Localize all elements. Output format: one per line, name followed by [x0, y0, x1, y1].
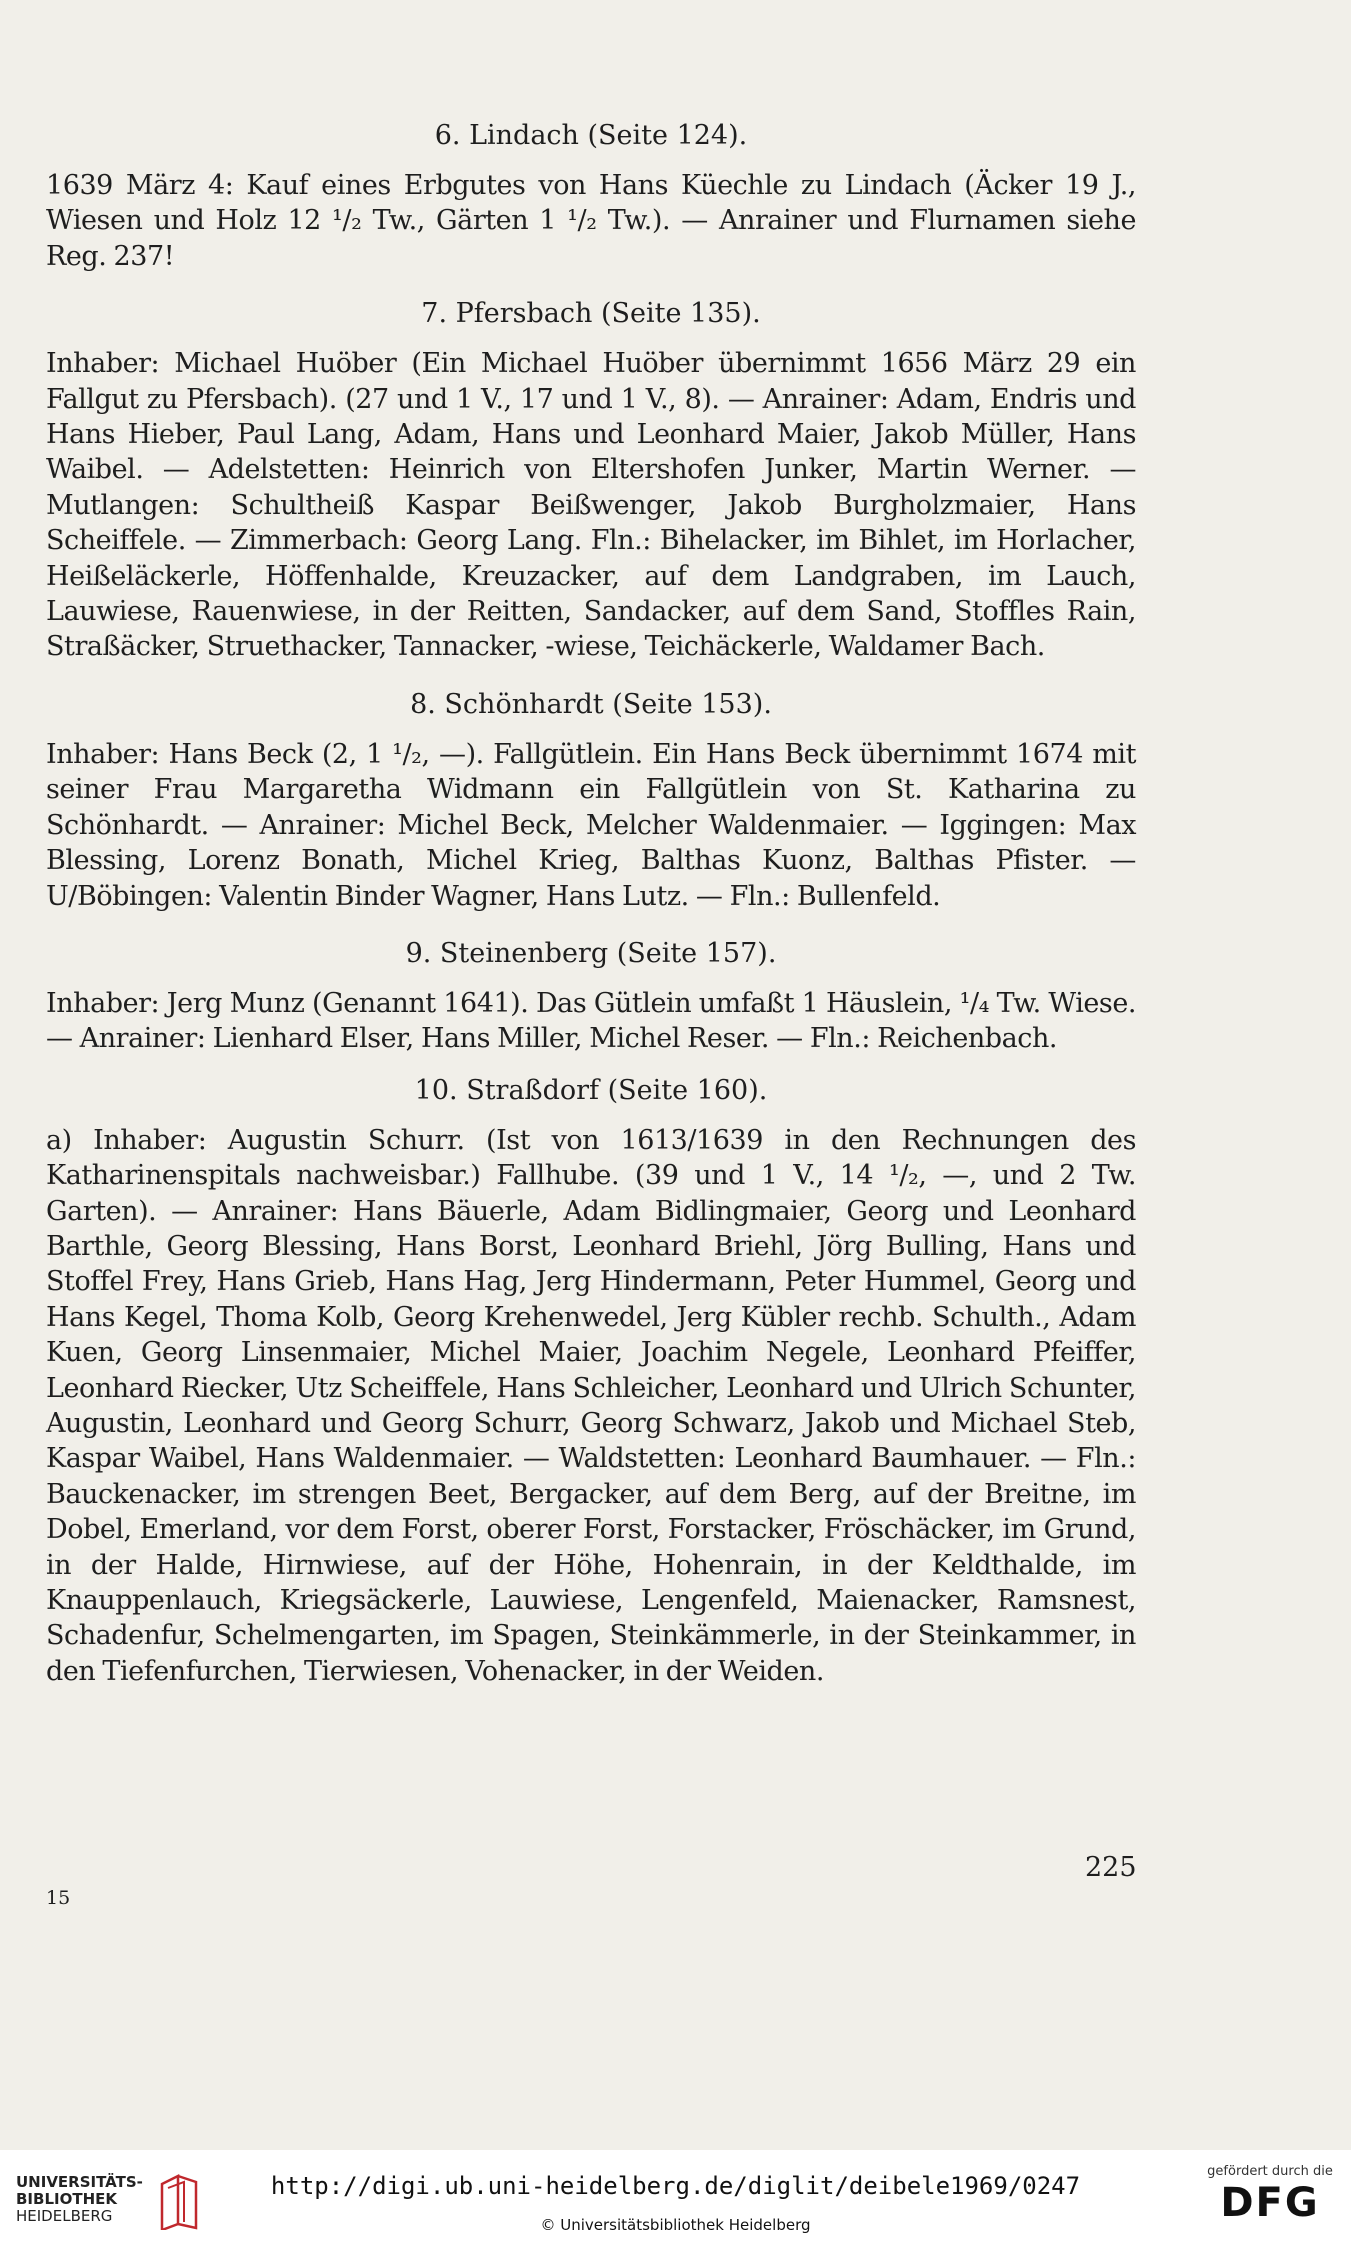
section-text-pfersbach: Inhaber: Michael Huöber (Ein Michael Huöber übernimmt 1656 März 29 ein Fallgut zu Pfersbach). (27 und 1 V., 17 und 1 V., 8). — Anrainer: Adam, Endris und Hans Hieber, Paul Lang, Adam, Hans und Leonhard Maier, Jakob Müller, Hans Waibel. — Adelstetten: Heinrich von Eltershofen Junker, Martin Werner. — Mutlangen: Schultheiß Kaspar Beißwenger, Jakob Burgholzmaier, Hans Scheiffele. — Zimmerbach: Georg Lang. Fln.: Bihelacker, im Bihlet, im Horlacher, Heißeläckerle, Höffenhalde, Kreuzacker, auf dem Landgraben, im Lauch, Lauwiese, Rauenwiese, in der Reitten, Sandacker, auf dem Sand, Stoffles Rain, Straßäcker, Struethacker, Tannacker, -wiese, Teichäckerle, Waldamer Bach.	[46, 348, 1136, 663]
dfg-mark: DFG	[1220, 2180, 1320, 2226]
page-number: 225	[1085, 1852, 1137, 1883]
section-heading-steinenberg: 9. Steinenberg (Seite 157).	[405, 937, 777, 969]
permalink-url[interactable]: http://digi.ub.uni-heidelberg.de/diglit/deibele1969/0247	[270, 2172, 1081, 2200]
section-text-schoenhardt: Inhaber: Hans Beck (2, 1 ¹/₂, —). Fallgütlein. Ein Hans Beck übernimmt 1674 mit seiner Frau Margaretha Widmann ein Fallgütlein von St. Katharina zu Schönhardt. — Anrainer: Michel Beck, Melcher Waldenmaier. — Iggingen: Max Blessing, Lorenz Bonath, Michel Krieg, Balthas Kuonz, Balthas Pfister. — U/Böbingen: Valentin Binder Wagner, Hans Lutz. — Fln.: Bullenfeld.	[46, 738, 1136, 912]
section-text-strassdorf: a) Inhaber: Augustin Schurr. (Ist von 1613/1639 in den Rechnungen des Katharinenspitals nachweisbar.) Fallhube. (39 und 1 V., 14 ¹/₂, —, und 2 Tw. Garten). — Anrainer: Hans Bäuerle, Adam Bidlingmaier, Georg und Leonhard Barthle, Georg Blessing, Hans Borst, Leonhard Briehl, Jörg Bulling, Hans und Stoffel Frey, Hans Grieb, Hans Hag, Jerg Hindermann, Peter Hummel, Georg und Hans Kegel, Thoma Kolb, Georg Krehenwedel, Jerg Kübler rechb. Schulth., Adam Kuen, Georg Linsenmaier, Michel Maier, Joachim Negele, Leonhard Pfeiffer, Leonhard Riecker, Utz Scheiffele, Hans Schleicher, Leonhard und Ulrich Schunter, Augustin, Leonhard und Georg Schurr, Georg Schwarz, Jakob und Michael Steb, Kaspar Waibel, Hans Waldenmaier. — Waldstetten: Leonhard Baumhauer. — Fln.: Bauckenacker, im strengen Beet, Bergacker, auf dem Berg, auf der Breitne, im Dobel, Emerland, vor dem Forst, oberer Forst, Forstacker, Fröschäcker, im Grund, in der Halde, Hirnwiese, auf der Höhe, Hohenrain, in der Keldthalde, im Knauppenlauch, Kriegsäckerle, Lauwiese, Lengenfeld, Maienacker, Ramsnest, Schadenfur, Schelmengarten, im Spagen, Steinkämmerle, in der Steinkammer, in den Tiefenfurchen, Tierwiesen, Vohenacker, in der Weiden.	[46, 1124, 1136, 1687]
section-text-lindach: 1639 März 4: Kauf eines Erbgutes von Hans Küechle zu Lindach (Äcker 19 J., Wiesen und Holz 12 ¹/₂ Tw., Gärten 1 ¹/₂ Tw.). — Anrainer und Flurnamen siehe Reg. 237!	[46, 170, 1136, 272]
section-heading-lindach: 6. Lindach (Seite 124).	[434, 120, 748, 151]
library-line2: BIBLIOTHEK	[16, 2190, 117, 2208]
signature-mark: 15	[46, 1887, 71, 1909]
section-heading-schoenhardt: 8. Schönhardt (Seite 153).	[410, 688, 772, 720]
copyright-notice: © Universitätsbibliothek Heidelberg	[540, 2216, 811, 2234]
dfg-logo[interactable]	[1200, 2164, 1340, 2227]
footer-bar	[0, 2150, 1351, 2248]
section-text-steinenberg: Inhaber: Jerg Munz (Genannt 1641). Das Gütlein umfaßt 1 Häuslein, ¹/₄ Tw. Wiese. — Anrainer: Lienhard Elser, Hans Miller, Michel Reser. — Fln.: Reichenbach.	[46, 987, 1136, 1055]
library-line1: UNIVERSITÄTS-	[16, 2173, 143, 2191]
section-heading-pfersbach: 7. Pfersbach (Seite 135).	[421, 298, 761, 330]
library-line3: HEIDELBERG	[16, 2207, 113, 2225]
dfg-funded-by: gefördert durch die	[1207, 2164, 1333, 2179]
section-heading-strassdorf: 10. Straßdorf (Seite 160).	[414, 1074, 768, 1106]
page-content	[46, 118, 1136, 1705]
